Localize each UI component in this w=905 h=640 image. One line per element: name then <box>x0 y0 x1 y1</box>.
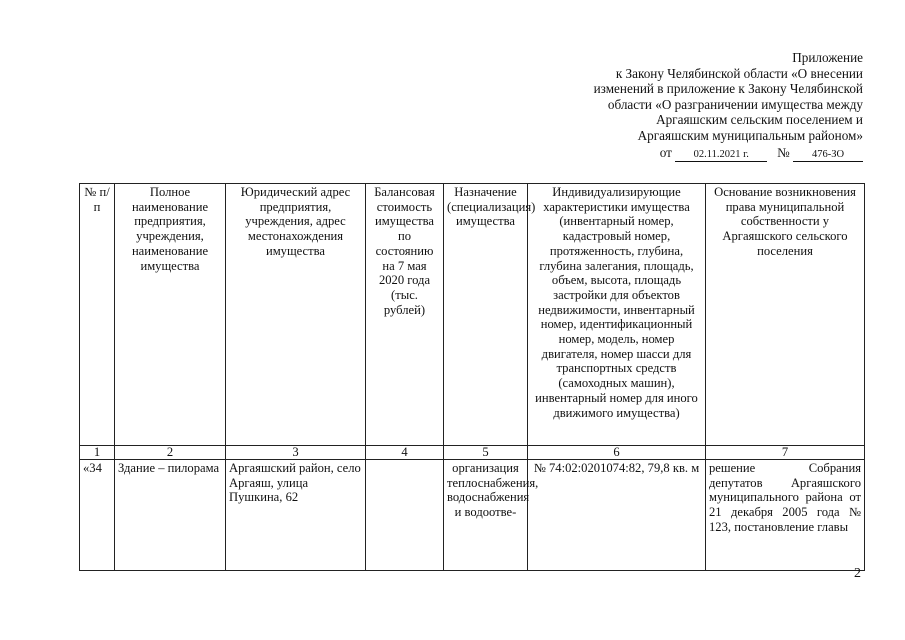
appendix-header <box>533 50 863 162</box>
table-header-row <box>80 184 865 446</box>
from-label: от <box>659 144 672 160</box>
column-index: 5 <box>444 446 528 460</box>
column-index: 1 <box>80 446 115 460</box>
header-purpose: Назначение (специализация) имущества <box>444 184 528 446</box>
column-index: 7 <box>706 446 865 460</box>
appendix-line: Аргаяшским муниципальным районом» <box>637 127 863 143</box>
property-table <box>79 183 865 571</box>
appendix-line: к Закону Челябинской области «О внесении <box>615 65 863 81</box>
row-characteristics: № 74:02:0201074:82, 79,8 кв. м <box>528 460 706 571</box>
law-date-number <box>533 145 863 162</box>
appendix-line: изменений в приложение к Закону Челябинской <box>593 81 863 97</box>
header-characteristics: Индивидуализирующие характеристики имущества (инвентарный номер, кадастровый номер, протяженность, глубина, глубина залегания, площадь, объем, высота, площадь застройки для объектов недвижимости, инвентарный номер, идентификационный номер, модель, номер двигателя, номер шасси для транспортных средств (самоходных машин), инвентарный номер для иного движимого имущества) <box>528 184 706 446</box>
row-purpose: организация теплоснабжения, водоснабжения и водоотве- <box>444 460 528 571</box>
page-number: 2 <box>854 566 861 581</box>
column-index: 6 <box>528 446 706 460</box>
header-number: № п/п <box>80 184 115 446</box>
column-index: 4 <box>366 446 444 460</box>
column-index-row <box>80 446 865 460</box>
law-date: 02.11.2021 г. <box>675 149 767 162</box>
column-index: 2 <box>115 446 226 460</box>
header-basis: Основание возникновения права муниципальной собственности у Аргаяшского сельского поселения <box>706 184 865 446</box>
header-name: Полное наименование предприятия, учреждения, наименование имущества <box>115 184 226 446</box>
appendix-line: Приложение <box>792 50 863 65</box>
table-row <box>80 460 865 571</box>
column-index: 3 <box>226 446 366 460</box>
header-cost: Балансовая стоимость имущества по состоянию на 7 мая 2020 года (тыс. рублей) <box>366 184 444 446</box>
law-number: 476-ЗО <box>793 149 863 162</box>
appendix-line: Аргаяшским сельским поселением и <box>656 112 863 128</box>
header-address: Юридический адрес предприятия, учреждения, адрес местонахождения имущества <box>226 184 366 446</box>
number-label: № <box>777 144 790 160</box>
row-basis: решение Собрания депутатов Аргаяшского муниципального района от 21 декабря 2005 года № 123, постановление главы <box>706 460 865 571</box>
row-name: Здание – пилорама <box>115 460 226 571</box>
row-number: «34 <box>80 460 115 571</box>
appendix-line: области «О разграничении имущества между <box>607 96 863 112</box>
row-address: Аргаяшский район, село Аргаяш, улица Пушкина, 62 <box>226 460 366 571</box>
row-cost <box>366 460 444 571</box>
